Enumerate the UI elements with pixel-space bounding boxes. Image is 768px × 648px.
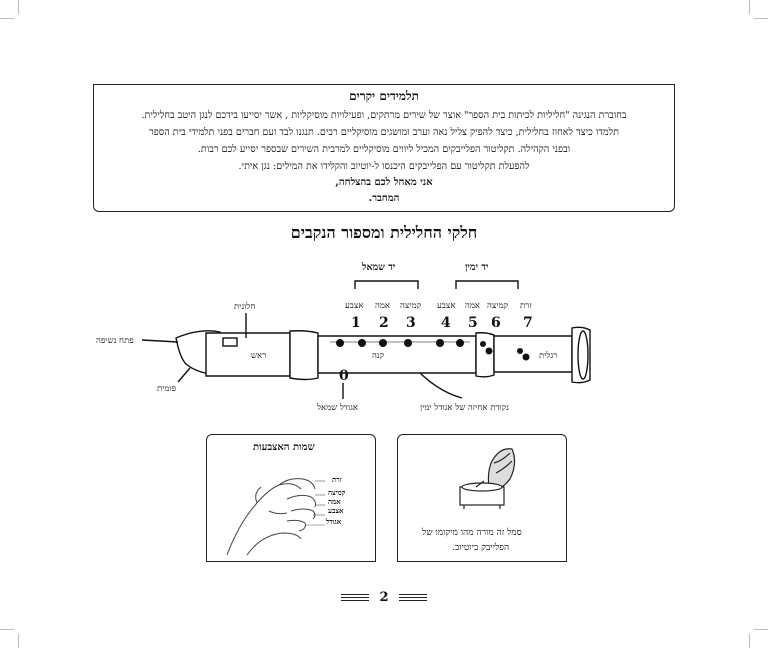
finger-name: זרת bbox=[520, 301, 532, 311]
hole-number: 3 bbox=[406, 315, 416, 331]
playback-text-line1: סמל זה מורה מהו מיקומו של bbox=[422, 528, 522, 538]
finger-name-pinky: זרת bbox=[332, 475, 342, 484]
finger-name-index: אצבע bbox=[328, 506, 344, 515]
page-number: 2 bbox=[379, 590, 389, 605]
hole-number: 6 bbox=[491, 315, 501, 331]
finger-name: קמיצה bbox=[400, 301, 422, 311]
left-hand-label: יד שמאל bbox=[362, 262, 396, 273]
gramophone-icon bbox=[450, 443, 520, 513]
intro-line: להפעלת תקליטור עם הפלייבקים היכנסו ל-יוטיוב והקלידו את המילים: נגן איתי. bbox=[238, 161, 530, 172]
intro-line: ובפני הקהילה. תקליטור הפלייבקים המכיל ליווים מוסיקליים למרבית השירים שבספר יסייע לכם רבות. bbox=[197, 144, 571, 155]
intro-line: בחוברת הנגינה "חליליות לכיתות בית הספר" אוצר של שירים מרתקים, ופעילויות מוסיקליות , אשר יסייעו בידכם לנגן היטב בחלילית. bbox=[141, 110, 627, 121]
hole-number: 7 bbox=[523, 315, 533, 331]
intro-line: תלמדו כיצד לאחוז בחלילית, כיצד להפיק צליל נאה וערב ומושגים מוסיקליים רבים. תנגנו לבד ועם חברים בפני תלמידי בית הספר bbox=[149, 127, 619, 138]
intro-signature: המחבר. bbox=[368, 193, 400, 204]
foot-label: רגלית bbox=[539, 351, 558, 361]
finger-name-thumb: אגודל bbox=[326, 517, 342, 526]
finger-name: אצבע bbox=[345, 301, 364, 311]
intro-title: תלמידים יקרים bbox=[349, 89, 419, 103]
playback-box bbox=[397, 434, 567, 562]
hole-number: 4 bbox=[441, 315, 451, 331]
window-label: חלונית bbox=[234, 302, 256, 312]
finger-name: אצבע bbox=[437, 301, 456, 311]
page-number-row bbox=[0, 590, 768, 605]
hole-number: 5 bbox=[468, 315, 478, 331]
finger-name: קמיצה bbox=[487, 301, 509, 311]
decorative-lines bbox=[341, 592, 369, 603]
finger-name-ring: קמיצה bbox=[328, 488, 346, 497]
finger-name-middle: אמה bbox=[328, 497, 341, 506]
body-label: קנה bbox=[372, 351, 385, 361]
finger-names-box bbox=[206, 434, 376, 562]
playback-text-line2: הפלייבק ביוטיוב. bbox=[452, 543, 510, 553]
hole-number: 2 bbox=[379, 315, 389, 331]
intro-closing: אני מאחל לכם בהצלחה, bbox=[335, 177, 433, 188]
decorative-lines bbox=[399, 592, 427, 603]
hole-number: 1 bbox=[351, 315, 361, 331]
mouthpiece-label: פומית bbox=[157, 384, 177, 394]
diagram-title: חלקי החלילית ומספור הנקבים bbox=[290, 223, 478, 242]
finger-name: אמה bbox=[465, 301, 481, 311]
finger-names-title: שמות האצבעות bbox=[253, 442, 315, 453]
left-thumb-label: אגודל שמאל bbox=[317, 403, 358, 413]
mouthpiece-opening-label: פתח נשיפה bbox=[96, 336, 134, 346]
finger-name: אמה bbox=[375, 301, 391, 311]
right-thumb-support-label: נקודת אחיזה של אגודל ימין bbox=[420, 403, 509, 413]
head-label: ראש bbox=[251, 351, 267, 361]
thumb-hole-number: 0 bbox=[339, 368, 349, 384]
right-hand-label: יד ימין bbox=[465, 262, 489, 273]
